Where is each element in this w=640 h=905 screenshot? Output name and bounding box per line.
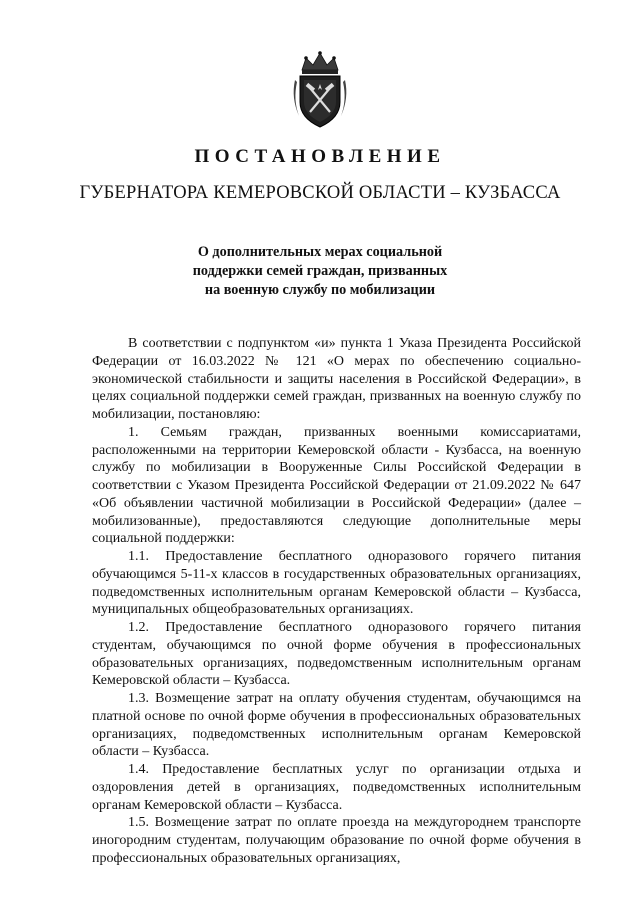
preamble-paragraph: В соответствии с подпунктом «и» пункта 1 Указа Президента Российской Федерации от 16.03.2022 № 121 «О мерах по обеспечению социально-экономической стабильности и защиты населения в Российской Федерации», в целях социальной поддержки семей граждан, призванных на военную службу по мобилизации, постановляю:	[92, 336, 581, 422]
clause-1-3-paragraph: 1.3. Возмещение затрат на оплату обучения студентам, обучающимся на платной основе по очной форме обучения в профессиональных образовательных организациях, подведомственных исполнительным органам Кемеровской области – Кузбасса.	[92, 691, 581, 760]
heading-line: поддержки семей граждан, призванных	[192, 262, 448, 279]
issuing-authority: ГУБЕРНАТОРА КЕМЕРОВСКОЙ ОБЛАСТИ – КУЗБАССА	[79, 183, 561, 203]
clause-1-4-paragraph: 1.4. Предоставление бесплатных услуг по организации отдыха и оздоровления детей в организациях, подведомственных исполнительным органам Кемеровской области – Кузбасса.	[92, 762, 581, 813]
document-heading	[0, 243, 640, 299]
document-body	[92, 335, 581, 868]
heading-line: О дополнительных мерах социальной	[197, 244, 443, 260]
emblem-container	[0, 50, 640, 130]
coat-of-arms-icon	[289, 50, 351, 130]
clause-1-2-paragraph: 1.2. Предоставление бесплатного одноразового горячего питания студентам, обучающимся по очной форме обучения в профессиональных образовательных организациях, подведомственным исполнительным органам Кемеровской области – Кузбасса.	[92, 620, 581, 689]
document-type-title: ПОСТАНОВЛЕНИЕ	[194, 146, 446, 167]
clause-1-5-paragraph: 1.5. Возмещение затрат по оплате проезда на междугороднем транспорте иногородним студентам, получающим образование по очной форме обучения в профессиональных образовательных организациях,	[92, 815, 581, 866]
heading-line: на военную службу по мобилизации	[204, 281, 436, 298]
clause-1-paragraph: 1. Семьям граждан, призванных военными комиссариатами, расположенными на территории Кемеровской области - Кузбасса, на военную службу по мобилизации в Вооруженные Силы Российской Федерации в соответствии с Указом Президента Российской Федерации от 21.09.2022 № 647 «Об объявлении частичной мобилизации в Российской Федерации» (далее – мобилизованные), предоставляются следующие дополнительные меры социальной поддержки:	[92, 424, 581, 547]
clause-1-1-paragraph: 1.1. Предоставление бесплатного одноразового горячего питания обучающимся 5-11-х классов в государственных образовательных организациях, подведомственных исполнительным органам Кемеровской области – Кузбасса, муниципальных общеобразовательных организациях.	[92, 549, 581, 618]
